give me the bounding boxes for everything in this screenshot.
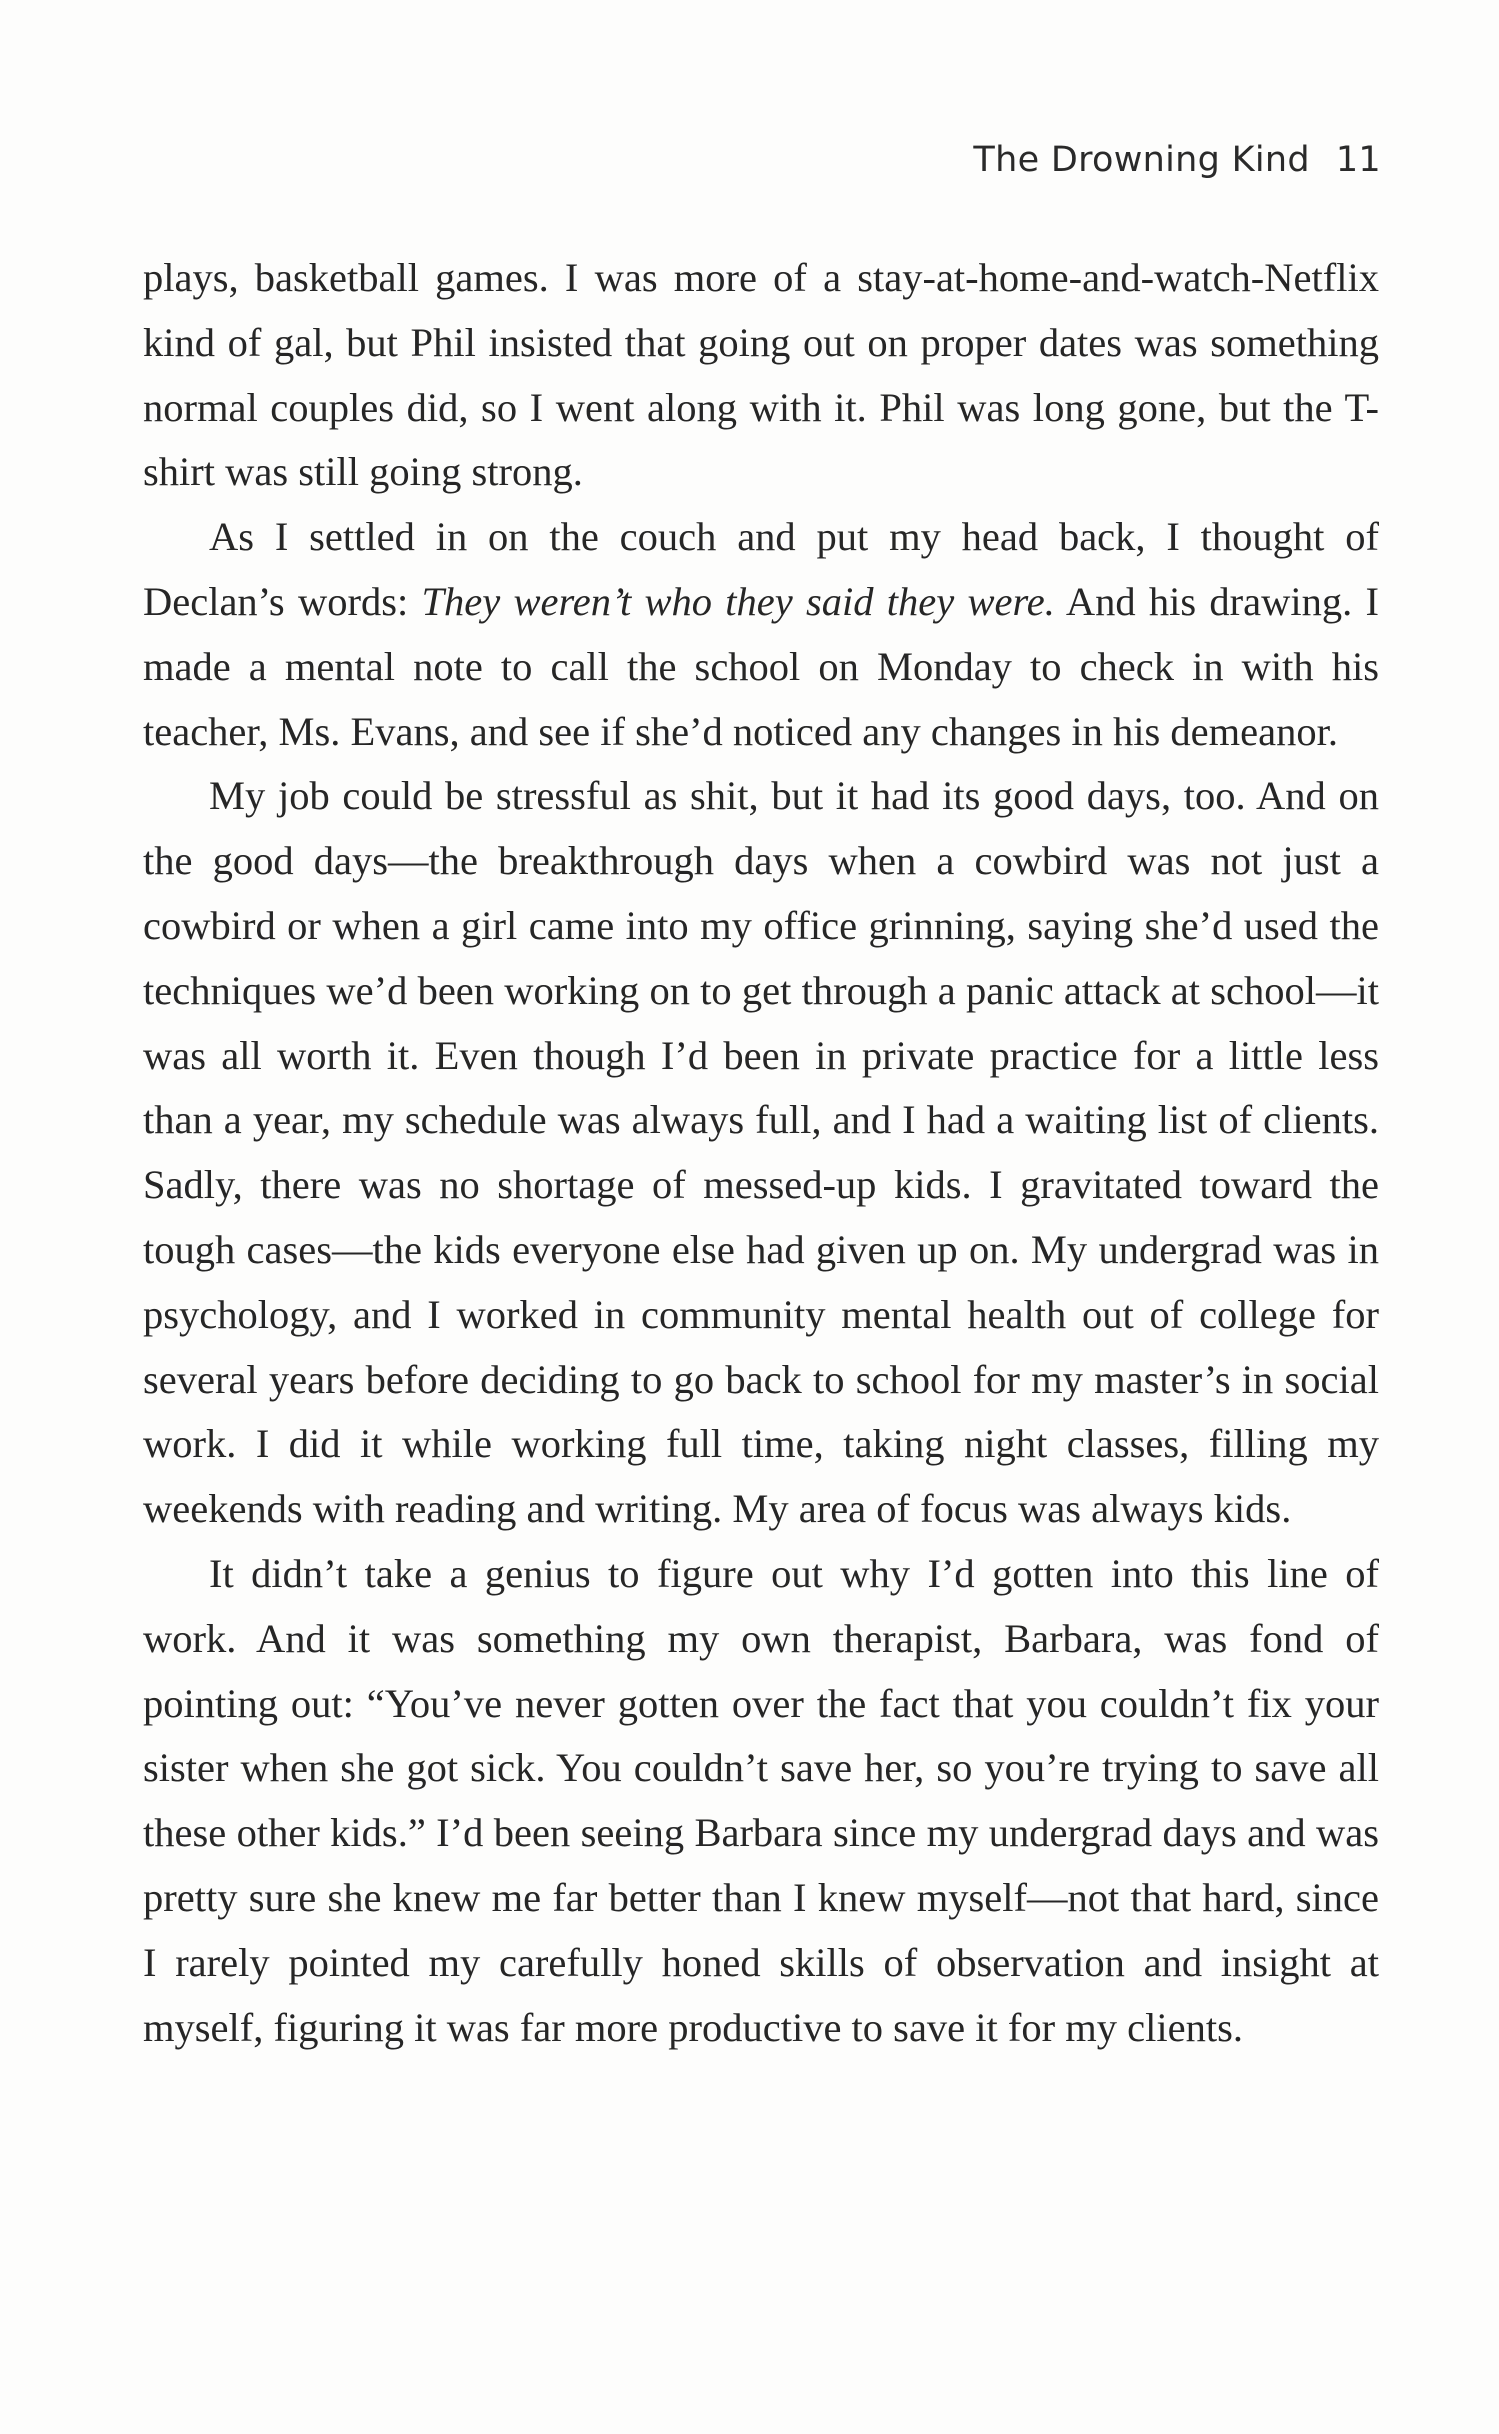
paragraph	[143, 505, 1379, 764]
paragraph-text: My job could be stressful as shit, but it had its good days, too. And on the good days—the breakthrough days when a cowbird was not just a cowbird or when a girl came into my office grinning, saying she’d used the techniques we’d been working on to get through a panic attack at school—it was all worth it. Even though I’d been in private practice for a little less than a year, my schedule was always full, and I had a waiting list of clients. Sadly, there was no shortage of messed-up kids. I gravitated toward the tough cases—the kids everyone else had given up on. My undergrad was in psychology, and I worked in community mental health out of college for several years before deciding to go back to school for my master’s in social work. I did it while working full time, taking night classes, filling my weekends with reading and writing. My area of focus was always kids.	[143, 773, 1379, 1532]
paragraph-text: It didn’t take a genius to figure out why I’d gotten into this line of work. And it was something my own therapist, Barbara, was fond of pointing out: “You’ve never gotten over the fact that you couldn’t fix your sister when she got sick. You couldn’t save her, so you’re trying to save all these other kids.” I’d been seeing Barbara since my undergrad days and was pretty sure she knew me far better than I knew myself—not that hard, since I rarely pointed my carefully honed skills of observation and insight at myself, figuring it was far more productive to save it for my clients.	[143, 1550, 1379, 2050]
paragraph-text: plays, basketball games. I was more of a stay-at-home-and-watch-Netflix kind of gal, but Phil insisted that going out on proper dates was something normal couples did, so I went along with it. Phil was long gone, but the T-shirt was still going strong.	[143, 255, 1379, 495]
italic-quote: They weren’t who they said they were.	[421, 578, 1055, 624]
page-number: 11	[1335, 140, 1381, 180]
paragraph	[143, 1542, 1379, 2060]
paragraph	[143, 764, 1379, 1542]
paragraph	[143, 246, 1379, 505]
running-head-title: The Drowning Kind	[973, 140, 1310, 180]
paragraph-text: And his drawing. I made a mental note to call the school on Monday to check in with his teacher, Ms. Evans, and see if she’d noticed any changes in his demeanor.	[143, 578, 1379, 754]
running-head	[973, 140, 1381, 180]
paragraph-text: As I settled in on the couch and put my head back, I thought of Declan’s words:	[143, 514, 1379, 624]
body-text	[143, 246, 1379, 2060]
